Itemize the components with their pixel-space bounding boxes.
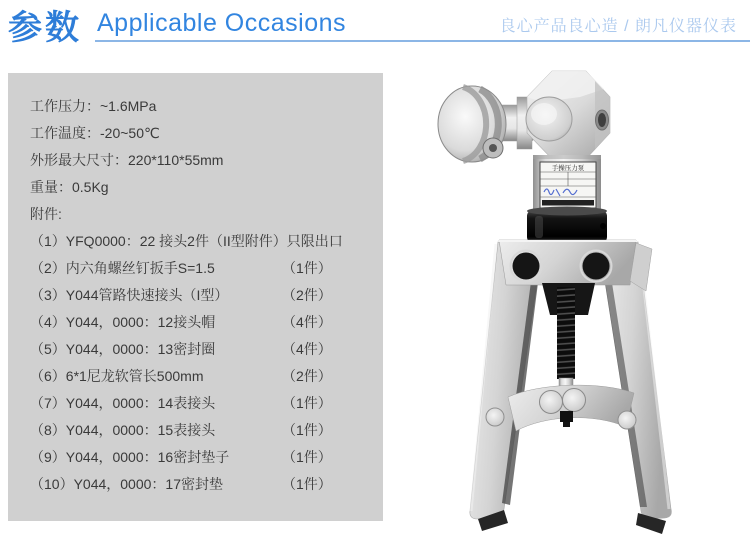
accessory-qty: （2件） bbox=[282, 287, 332, 303]
accessory-qty: （4件） bbox=[282, 341, 332, 357]
spec-panel bbox=[8, 73, 383, 521]
accessory-text: （7）Y044，0000：14表接头 bbox=[30, 395, 216, 411]
accessory-row bbox=[30, 390, 383, 417]
accessory-qty: （1件） bbox=[282, 260, 332, 276]
brand-slogan: 良心产品良心造 / 朗凡仪器仪表 bbox=[499, 18, 737, 35]
accessory-row bbox=[30, 336, 383, 363]
pivot-hole-right bbox=[583, 253, 610, 280]
pump-illustration bbox=[390, 45, 750, 552]
accessory-text: （3）Y044管路快速接头（I型） bbox=[30, 287, 229, 303]
accessory-text: （9）Y044，0000：16密封垫子 bbox=[30, 449, 230, 465]
accessory-row bbox=[30, 471, 383, 498]
accessory-row bbox=[30, 282, 383, 309]
spec-line-temperature: 工作温度：-20~50℃ bbox=[30, 125, 160, 141]
pump-head bbox=[526, 71, 610, 159]
accessory-qty: （1件） bbox=[282, 422, 332, 438]
leg-rivet-left bbox=[486, 408, 504, 426]
accessory-row bbox=[30, 228, 383, 255]
accessory-text: （6）6*1尼龙软管长500mm bbox=[30, 368, 204, 384]
accessory-text: （1）YFQ0000：22 接头2件（II型附件）只限出口 bbox=[30, 233, 343, 249]
accessory-text: （10）Y044，0000：17密封垫 bbox=[30, 476, 223, 492]
accessory-row bbox=[30, 309, 383, 336]
spec-line-pressure: 工作压力：~1.6MPa bbox=[30, 98, 157, 114]
pump-label-title: 手操压力泵 bbox=[551, 165, 585, 172]
product-photo bbox=[390, 45, 750, 552]
accessory-row bbox=[30, 363, 383, 390]
spec-line-weight: 重量：0.5Kg bbox=[30, 179, 109, 195]
accessory-qty: （1件） bbox=[282, 449, 332, 465]
accessory-text: （5）Y044，0000：13密封圈 bbox=[30, 341, 216, 357]
pump-collar bbox=[527, 207, 607, 244]
accessory-qty: （4件） bbox=[282, 314, 332, 330]
accessory-text: （4）Y044，0000：12接头帽 bbox=[30, 314, 216, 330]
header-divider bbox=[95, 40, 750, 42]
spec-line-dimensions: 外形最大尺寸：220*110*55mm bbox=[30, 152, 224, 168]
accessory-qty: （1件） bbox=[282, 476, 332, 492]
pivot-hole-left bbox=[513, 253, 540, 280]
pump-knob bbox=[438, 86, 506, 162]
accessory-qty: （2件） bbox=[282, 368, 332, 384]
pump-screw bbox=[542, 283, 595, 402]
page-title-en: Applicable Occasions bbox=[97, 9, 347, 37]
accessory-text: （2）内六角螺丝钉扳手S=1.5 bbox=[30, 260, 215, 276]
pump-linkage bbox=[508, 385, 634, 431]
page-title-zh: 参数 bbox=[8, 9, 82, 47]
accessory-qty: （1件） bbox=[282, 395, 332, 411]
accessory-row bbox=[30, 255, 383, 282]
accessory-row bbox=[30, 444, 383, 471]
pump-body bbox=[533, 155, 601, 213]
leg-rivet-right bbox=[618, 411, 636, 429]
accessory-text: （8）Y044，0000：15表接头 bbox=[30, 422, 216, 438]
pump-label bbox=[540, 162, 596, 208]
accessories-heading: 附件: bbox=[30, 206, 62, 222]
accessory-row bbox=[30, 417, 383, 444]
